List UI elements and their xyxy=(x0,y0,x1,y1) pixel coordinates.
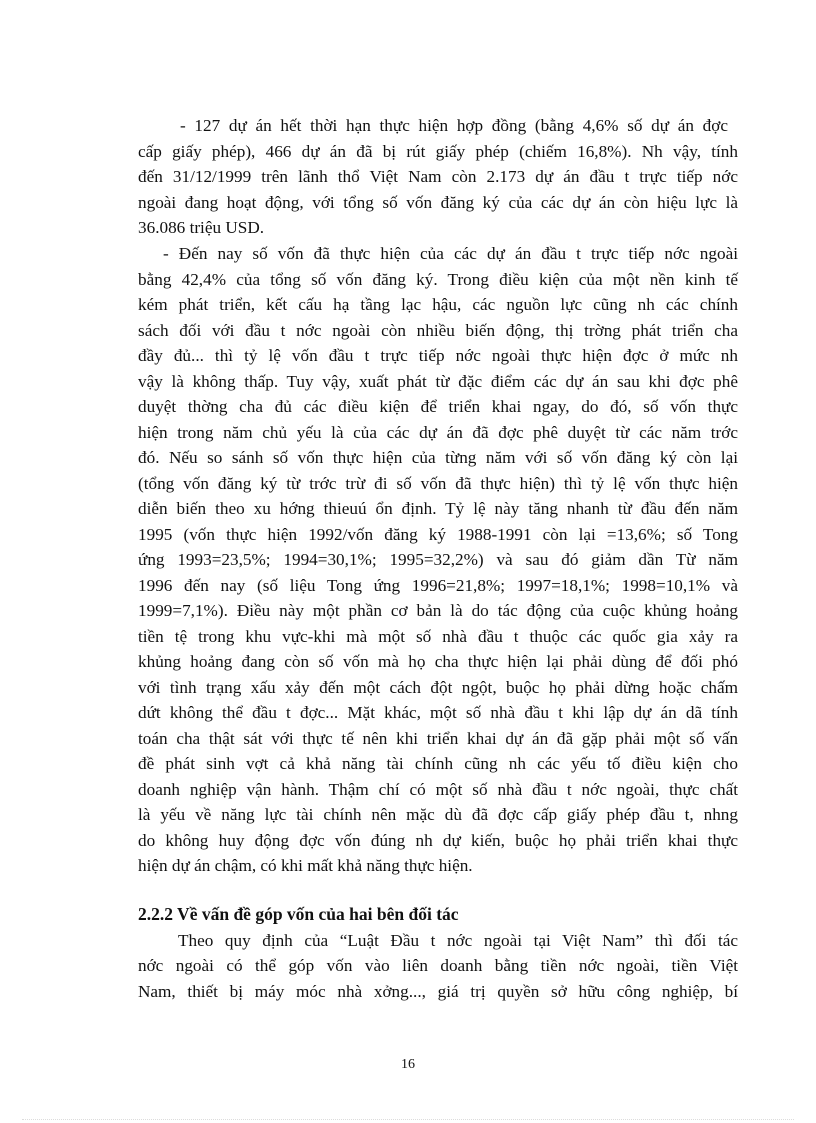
text-line: 1999=7,1%). Điều này một phần cơ bản là do tác động của cuộc khủng hoảng xyxy=(138,601,738,620)
text-line: đến 31/12/1999 trên lãnh thổ Việt Nam còn 2.173 dự án đầu t trực tiếp nớc xyxy=(138,167,738,186)
page-number: 16 xyxy=(401,1057,415,1072)
text-line: với tình trạng xấu xảy đến một cách đột ngột, buộc họ phải dừng hoặc chấm xyxy=(138,678,738,697)
text-line: kém phát triển, kết cấu hạ tầng lạc hậu, các nguồn lực cũng nh các chính xyxy=(138,295,738,314)
page-bottom-divider xyxy=(22,1119,794,1120)
text-line: do không huy động đợc vốn đúng nh dự kiến, buộc họ phải triển khai thực xyxy=(138,831,738,850)
text-line: diễn biến theo xu hớng thieuú ổn định. Tỷ lệ này tăng nhanh từ đầu đến năm xyxy=(138,499,738,518)
text-line: đó. Nếu so sánh số vốn thực hiện của từng năm với số vốn đăng ký còn lại xyxy=(138,448,738,467)
text-line: (tổng vốn đăng ký từ trớc trừ đi số vốn đã thực hiện) thì tỷ lệ vốn thực hiện xyxy=(138,474,738,493)
text-line: là yếu về năng lực tài chính nên mặc dù đã đợc cấp giấy phép đầu t, nhng xyxy=(138,805,738,824)
section-heading: 2.2.2 Về vấn đề góp vốn của hai bên đối tác xyxy=(138,904,459,924)
text-line: sách đối với đầu t nớc ngoài còn nhiều biến động, thị trờng phát triển cha xyxy=(138,321,738,340)
text-line: doanh nghiệp vận hành. Thậm chí có một số nhà đầu t nớc ngoài, thực chất xyxy=(138,780,738,799)
text-line: ứng 1993=23,5%; 1994=30,1%; 1995=32,2%) và sau đó giảm dần Từ năm xyxy=(138,550,738,569)
text-line: đề phát sinh vợt cả khả năng tài chính cũng nh các yếu tố điều kiện cho xyxy=(138,754,738,773)
text-line: cấp giấy phép), 466 dự án đã bị rút giấy phép (chiếm 16,8%). Nh vậy, tính xyxy=(138,142,738,161)
text-line: duyệt thờng cha đủ các điều kiện để triển khai ngay, do đó, số vốn thực xyxy=(138,397,738,416)
text-line: hiện trong năm chủ yếu là của các dự án đã đợc phê duyệt từ các năm trớc xyxy=(138,423,738,442)
text-line: ngoài đang hoạt động, với tổng số vốn đăng ký của các dự án còn hiệu lực là xyxy=(138,193,738,212)
text-line: hiện dự án chậm, có khi mất khả năng thực hiện. xyxy=(138,856,473,875)
text-line: 1995 (vốn thực hiện 1992/vốn đăng ký 1988-1991 còn lại =13,6%; số Tong xyxy=(138,525,738,544)
text-line: dứt không thể đầu t đợc... Mặt khác, một số nhà đầu t khi lập dự án dã tính xyxy=(138,703,738,722)
text-line: - Đến nay số vốn đã thực hiện của các dự án đầu t trực tiếp nớc ngoài xyxy=(163,244,738,263)
text-line: - 127 dự án hết thời hạn thực hiện hợp đồng (bằng 4,6% số dự án đợc xyxy=(180,116,728,135)
text-line: vậy là không thấp. Tuy vậy, xuất phát từ đặc điểm các dự án sau khi đợc phê xyxy=(138,372,738,391)
text-line: tiền tệ trong khu vực-khi mà một số nhà đầu t thuộc các quốc gia xảy ra xyxy=(138,627,738,646)
text-line: đầy đủ... thì tỷ lệ vốn đầu t trực tiếp nớc ngoài thực hiện đợc ở mức nh xyxy=(138,346,738,365)
text-line: 36.086 triệu USD. xyxy=(138,218,265,237)
text-line: nớc ngoài có thể góp vốn vào liên doanh bằng tiền nớc ngoài, tiền Việt xyxy=(138,956,738,975)
text-line: khủng hoảng đang còn số vốn mà họ cha thực hiện lại phải dùng để đối phó xyxy=(138,652,738,671)
text-line: Theo quy định của “Luật Đầu t nớc ngoài tại Việt Nam” thì đối tác xyxy=(178,931,738,950)
text-line: bằng 42,4% của tổng số vốn đăng ký. Trong điều kiện của một nền kinh tế xyxy=(138,270,738,289)
text-line: 1996 đến nay (số liệu Tong ứng 1996=21,8%; 1997=18,1%; 1998=10,1% và xyxy=(138,576,738,595)
text-line: Nam, thiết bị máy móc nhà xởng..., giá trị quyền sở hữu công nghiệp, bí xyxy=(138,982,738,1001)
text-line: toán cha thật sát với thực tế nên khi triển khai dự án đã gặp phải một số vấn xyxy=(138,729,738,748)
